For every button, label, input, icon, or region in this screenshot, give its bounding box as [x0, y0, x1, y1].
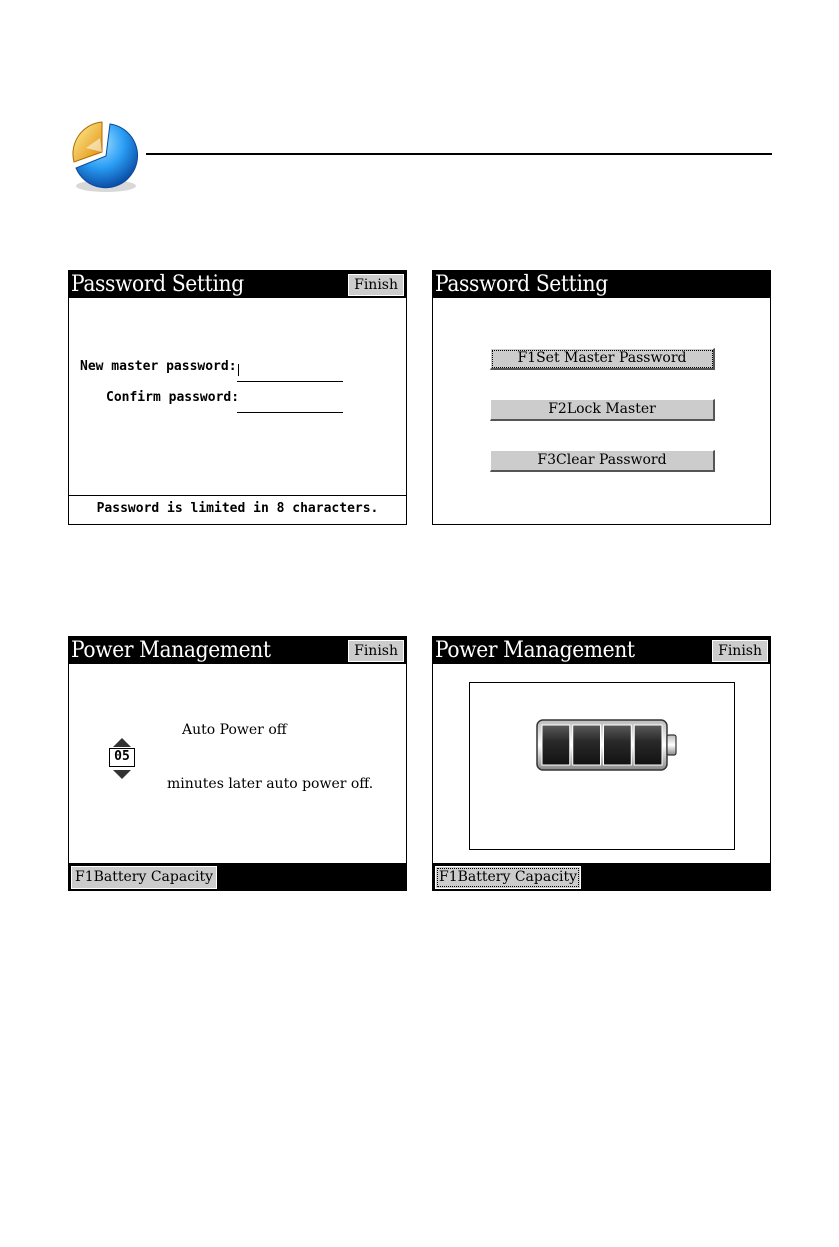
- battery-cell: [604, 725, 632, 765]
- password-setting-screen: [68, 270, 407, 525]
- battery-capacity-button[interactable]: F1Battery Capacity: [435, 866, 581, 889]
- battery-cell: [634, 725, 662, 765]
- battery-capacity-button[interactable]: F1Battery Capacity: [71, 866, 217, 889]
- password-menu-screen: [432, 270, 771, 525]
- power-auto-off-screen: [68, 636, 407, 891]
- footer-divider: [69, 495, 406, 496]
- title-bar: [433, 637, 770, 664]
- screen-title: Power Management: [71, 638, 271, 663]
- bottom-bar: [433, 863, 770, 890]
- battery-cell: [573, 725, 601, 765]
- clear-password-button[interactable]: F3Clear Password: [490, 450, 715, 472]
- auto-power-off-heading: Auto Power off: [182, 722, 287, 738]
- battery-frame: [469, 682, 735, 850]
- title-bar: [69, 271, 406, 298]
- new-password-label: New master password:: [80, 359, 237, 374]
- screen-title: Password Setting: [435, 272, 608, 297]
- new-password-field[interactable]: [237, 361, 343, 382]
- confirm-password-field[interactable]: [237, 392, 343, 413]
- minutes-value[interactable]: 05: [109, 748, 135, 767]
- triangle-up-icon[interactable]: [113, 738, 131, 747]
- password-limit-note: Password is limited in 8 characters.: [96, 501, 379, 516]
- power-battery-screen: [432, 636, 771, 891]
- finish-button[interactable]: Finish: [348, 640, 404, 662]
- finish-button[interactable]: Finish: [348, 274, 404, 296]
- bottom-bar: [69, 863, 406, 890]
- pie-chart-logo-icon: [66, 118, 144, 194]
- header-rule: [146, 153, 772, 155]
- screen-title: Power Management: [435, 638, 635, 663]
- battery-icon: [536, 717, 678, 773]
- battery-cell: [542, 725, 570, 765]
- minutes-stepper[interactable]: [109, 738, 137, 780]
- minutes-suffix-text: minutes later auto power off.: [167, 776, 374, 792]
- title-bar: [433, 271, 770, 298]
- finish-button[interactable]: Finish: [712, 640, 768, 662]
- title-bar: [69, 637, 406, 664]
- triangle-down-icon[interactable]: [113, 770, 131, 779]
- set-master-password-button[interactable]: F1Set Master Password: [490, 348, 715, 370]
- screen-title: Password Setting: [71, 272, 244, 297]
- lock-master-button[interactable]: F2Lock Master: [490, 399, 715, 421]
- confirm-password-label: Confirm password:: [106, 390, 240, 405]
